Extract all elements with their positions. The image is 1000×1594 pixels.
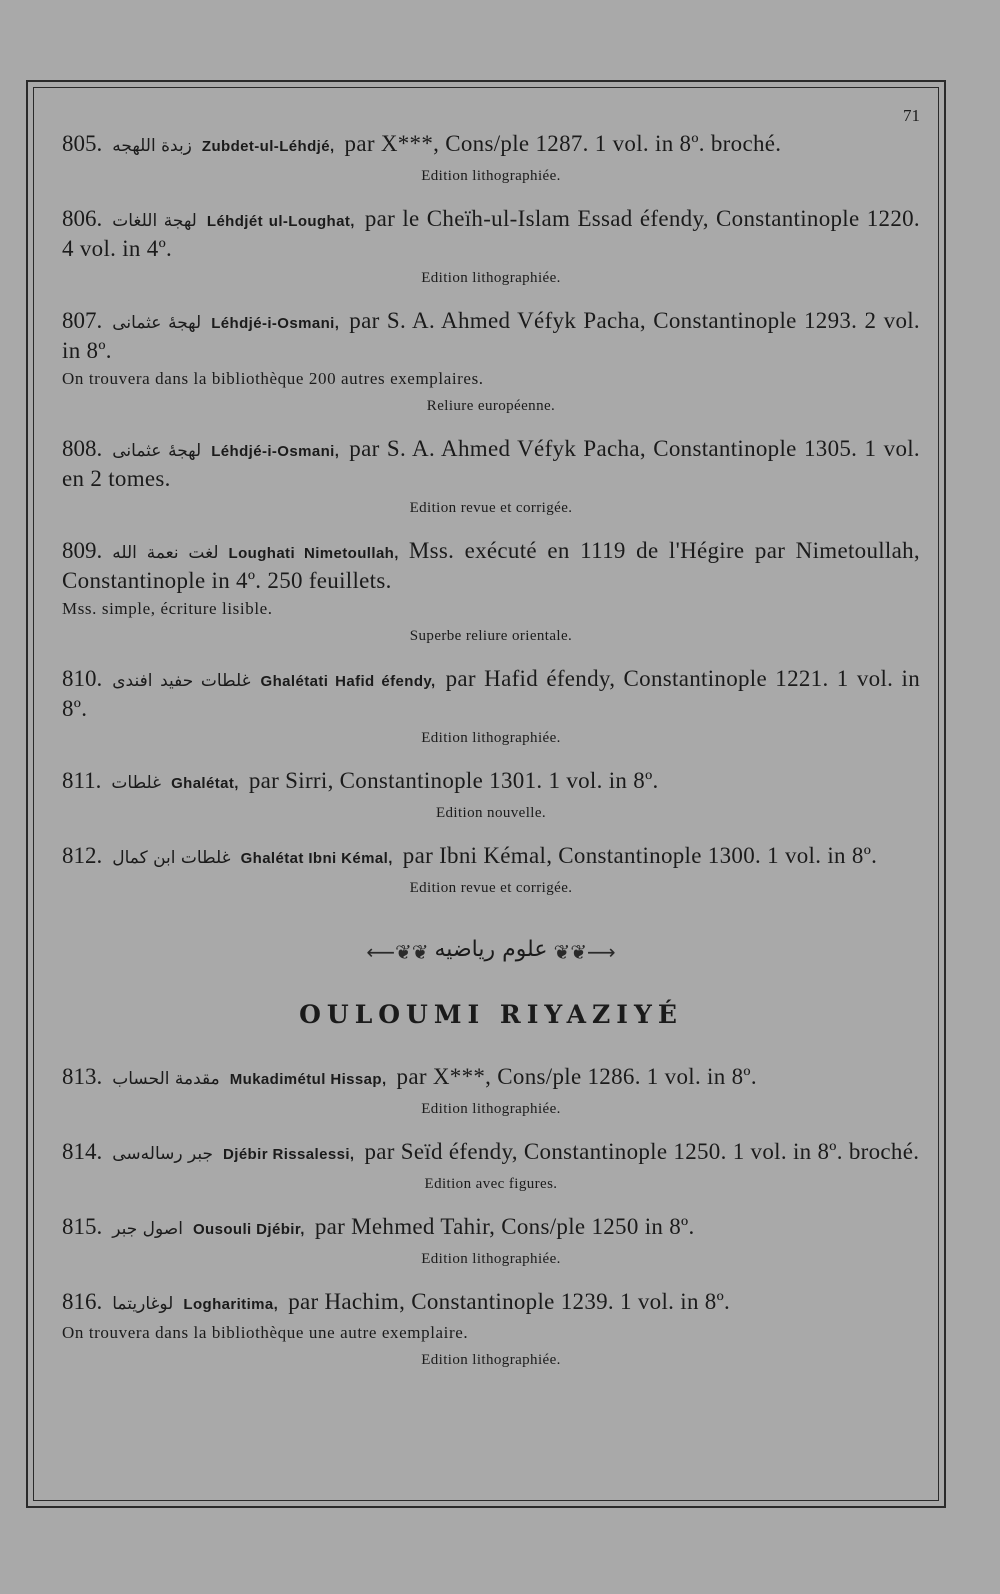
catalog-entry	[62, 842, 920, 872]
entry-description: par Hafid éfendy, Constantinople 1221. 1 vol. in 8º.	[62, 666, 920, 721]
entry-edition: Edition lithographiée.	[421, 730, 561, 746]
entry-edition: Superbe reliure orientale.	[409, 628, 573, 644]
entry-number: 809.	[62, 538, 103, 563]
catalog-page	[62, 100, 920, 1389]
entry-title: Ghalétat Ibni Kémal,	[240, 850, 393, 867]
entry-title: Logharitima,	[183, 1296, 279, 1314]
entry-description: par S. A. Ahmed Véfyk Pacha, Constantinople 1305. 1 vol. en 2 tomes.	[62, 436, 920, 491]
entry-arabic-title: جبر رسالەسی	[112, 1144, 214, 1165]
entry-arabic-title: لهجۀ عثمانی	[112, 313, 202, 333]
entry-arabic-title: زبدة اللهجه	[112, 136, 192, 156]
entry-number: 812.	[62, 843, 103, 868]
entry-number: 810.	[62, 666, 103, 691]
entry-description: par S. A. Ahmed Véfyk Pacha, Constantinople 1293. 2 vol. in 8º.	[62, 308, 920, 363]
entry-description: par Seïd éfendy, Constantinople 1250. 1 vol. in 8º. broché.	[364, 1139, 920, 1165]
section-heading-arabic-row	[62, 937, 920, 964]
entry-edition: Edition nouvelle.	[435, 805, 547, 821]
entry-edition: Edition lithographiée.	[421, 1101, 561, 1118]
entry-note: On trouvera dans la bibliothèque une autre exemplaire.	[62, 1323, 469, 1343]
catalog-entry	[62, 130, 920, 160]
entry-title: Ghalétat,	[171, 775, 239, 792]
entry-title: Zubdet-ul-Léhdjé,	[201, 138, 335, 155]
entry-arabic-title: غلطات حفيد افندی	[112, 671, 251, 691]
catalog-entry	[62, 537, 920, 594]
entry-description: par Hachim, Constantinople 1239. 1 vol. in 8º.	[288, 1289, 731, 1315]
entry-arabic-title: لوغاريتما	[112, 1294, 174, 1315]
catalog-entry	[62, 1213, 920, 1243]
entry-arabic-title: لهجۀ عثمانی	[112, 441, 202, 461]
entry-edition: Edition lithographiée.	[421, 1352, 561, 1369]
entry-description: Mss. exécuté en 1119 de l'Hégire par Nimetoullah, Constantinople in 4º. 250 feuillets.	[62, 538, 920, 593]
entry-number: 807.	[62, 308, 103, 333]
entry-description: par le Cheïh-ul-Islam Essad éfendy, Constantinople 1220. 4 vol. in 4º.	[62, 206, 920, 261]
catalog-entry	[62, 307, 920, 364]
entry-edition: Edition lithographiée.	[421, 1251, 561, 1268]
entry-title: Ousouli Djébir,	[192, 1221, 305, 1239]
entry-arabic-title: اصول جبر	[112, 1219, 183, 1240]
ornament-left-icon: ⟵❦❦	[366, 940, 429, 965]
entry-description: par X***, Cons/ple 1286. 1 vol. in 8º.	[396, 1064, 757, 1090]
entry-title: Léhdjé-i-Osmani,	[211, 443, 340, 460]
entry-description: par Sirri, Constantinople 1301. 1 vol. in 8º.	[248, 768, 659, 793]
entry-title: Léhdjét ul-Loughat,	[206, 213, 355, 230]
entry-number: 816.	[62, 1289, 103, 1315]
entry-edition: Edition avec figures.	[424, 1176, 558, 1193]
entry-number: 808.	[62, 436, 103, 461]
entry-edition: Edition revue et corrigée.	[409, 880, 573, 896]
entry-arabic-title: غلطات	[111, 773, 162, 793]
entry-number: 813.	[62, 1064, 103, 1090]
entry-arabic-title: لهجة اللغات	[112, 211, 197, 231]
entry-arabic-title: غلطات ابن كمال	[112, 848, 231, 868]
entry-description: par X***, Cons/ple 1287. 1 vol. in 8º. broché.	[344, 131, 782, 156]
section-heading-arabic: علوم رياضيه	[434, 937, 548, 962]
catalog-entry	[62, 665, 920, 722]
catalog-entry	[62, 205, 920, 262]
ornament-right-icon: ❦❦⟶	[553, 940, 616, 965]
entry-number: 814.	[62, 1139, 103, 1165]
entry-arabic-title: مقدمة الحساب	[112, 1069, 220, 1090]
entry-note: On trouvera dans la bibliothèque 200 autres exemplaires.	[62, 369, 484, 388]
entry-edition: Reliure européenne.	[426, 398, 556, 414]
entry-number: 805.	[62, 131, 103, 156]
entry-title: Ghalétati Hafid éfendy,	[260, 673, 436, 690]
entry-edition: Edition lithographiée.	[421, 168, 561, 184]
entry-title: Djébir Rissalessi,	[223, 1146, 355, 1164]
entry-title: Loughati Nimetoullah,	[228, 545, 399, 562]
section-heading-latin: OULOUMI RIYAZIYÉ	[299, 1000, 683, 1030]
entry-title: Léhdjé-i-Osmani,	[211, 315, 340, 332]
catalog-entry	[62, 1288, 920, 1318]
catalog-entry	[62, 1063, 920, 1093]
entry-number: 815.	[62, 1214, 103, 1240]
entry-note: Mss. simple, écriture lisible.	[62, 599, 273, 618]
entry-arabic-title: لغت نعمة الله	[112, 543, 219, 563]
catalog-entry	[62, 435, 920, 492]
entry-title: Mukadimétul Hissap,	[229, 1071, 387, 1089]
entry-edition: Edition lithographiée.	[421, 270, 561, 286]
page-number: 71	[903, 106, 920, 125]
entry-number: 806.	[62, 206, 103, 231]
entry-edition: Edition revue et corrigée.	[409, 500, 573, 516]
entry-description: par Ibni Kémal, Constantinople 1300. 1 vol. in 8º.	[402, 843, 878, 868]
entry-number: 811.	[62, 768, 102, 793]
catalog-entry	[62, 1138, 920, 1168]
catalog-entry	[62, 767, 920, 797]
entry-description: par Mehmed Tahir, Cons/ple 1250 in 8º.	[314, 1214, 695, 1240]
